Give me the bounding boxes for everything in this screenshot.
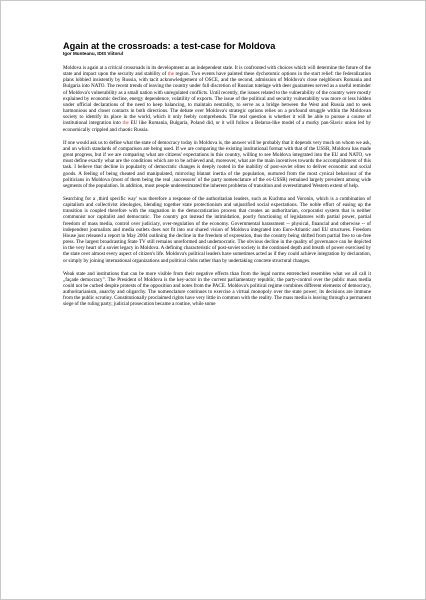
- paragraph-1-text-e: EU like Romania, Bulgaria, Poland did, or it will follow a Belarus-like model of a murky pan-Slavic union led by economically crippled and chaotic Russia.: [63, 120, 371, 133]
- paragraph-3: Searching for a ‚third specific way' was therefore a response of the authoritarian leaders, such as Kuchma and Voronin, which is a combination of capitalism and collectivist ideologies, blending together state protectionism and unjustified social expectations. The noble effort of easing up the transition is coupled therefore with the stagnation in the democratization process that creates an authoritarian, corporatist system that is neither communist nor capitalist and democratic. The country got instead the intimidation, poorly functioning of legislatures with partial power, partial freedom of mass media, control over judiciary, over-regulation of the economy. Governmental harassment -- physical, financial and otherwise -- of independent journalists and media outlets does not fit into our shared vision of Moldova integrated into Euro-Atlantic and EU structures. Freedom House just released a report in May 2004 outlining the decline in the freedom of expression, thus the country being shifted from partial free to un-free press. The largest broadcasting State TV still remains unreformed and undemocratic. The obvious decline in the quality of governance can be depicted in the very heart of a soviet legacy in Moldova. A defining characteristic of post-soviet society is the continued depth and breath of power exercised by the state over almost every aspect of citizen's life. Moldova's political leaders have sometimes acted as if they could achieve integration by declaration, or simply by joining international organizations and political clubs rather than by undertaking concrete structural changes.: [63, 195, 371, 264]
- paragraph-4: Weak state and institutions that can be more visible from their negative effects than from the legal norms entrenched resembles what we all call it „façade democracy". The President of Moldova is the key-actor in the current parliamentary republic, the party-control over the public mass media could not be curbed despite protests of the opposition and notes from the PACE. Moldova's political regime combines different elements of democracy, authoritarianism, anarchy and oligarchy. The nomenclature continues to exercise a virtual monopoly over the state power; its decisions are immune from the public scrutiny. Constitutionally proclaimed rights have very little in common with the reality. The mass media is leaving through a permanent siege of the ruling party; judicial prosecution became a routine, while some: [63, 270, 371, 308]
- paragraph-2: If one would ask us to define what the state of democracy today in Moldova is, the answer will be probably that it depends very much on whom we ask, and on which standards of comparison are being used. If we are comparing the existing institutional format with that of the USSR, Moldova has made great progress, but if we are comparing what are citizens' expectations in this country, willing to see Moldova integrated into the EU and NATO, we must define exactly what are the conditions which are to be achieved and, moreover, what are the main incentives towards the accomplishment of this task. I believe that decline in popularity of democratic changes is deeply rooted in the inability of post-soviet elites to deliver economic and social goods. A feeling of being cheated and manipulated, mirroring blatant inertia of the population, nurtured from the most cynical behaviour of the politicians in Moldova (most of them being the real ‚successors' of the party nomenclature of the ex-USSR) remained largely prevalent among wide segments of the population. In addition, most people underestimated the inherent problems of transition and overestimated Western extent of help.: [63, 139, 371, 189]
- highlight-the-2: the: [122, 120, 129, 127]
- highlight-the-1: the: [167, 71, 175, 78]
- document-title: Again at the crossroads: a test-case for Moldova: [63, 41, 276, 51]
- document-author: Igor Munteanu, IDIS Viitorul: [63, 51, 124, 56]
- paragraph-1-text-c: region. Two events have painted these dychotomic options in the start relief: the federalization plans lobbied insistently by Russia, with tacit acknowledgement of OSCE, and the second, admission of Moldova's close neighbours Romania and Bulgaria into NATO. The recent trends of leaving the country under full discretion of Russian tutelage with deer guarantees served as a useful reminder of Moldova's vulnerability as a small nation with unregulated conflicts. Until recently, the issues related to the vulnerability of the country were mostly explained by economic decline, energy dependence, volatility of exports. The issue of the political and security vulnerability was more or less hidden under official declarations of the need to keep balancing, to maintain neutrality, to serve as a bridge between the West and Russia and to seek harmonious and closer contacts in both directions. The debate over Moldova's strategic options relies on a profound struggle within the Moldovan society to identify its place in the world, which it only feebly comprehends. The real question is whether it will be able to pursue a course of institutional integration into: [63, 71, 371, 127]
- document-page: [63, 41, 371, 315]
- paragraph-1: [63, 65, 371, 133]
- paragraph-1-text-a: Moldova is again at a critical crossroads in its development as an independent state. It is confronted with choices which will determine the future of the state and impact upon the security and stability of: [63, 65, 371, 78]
